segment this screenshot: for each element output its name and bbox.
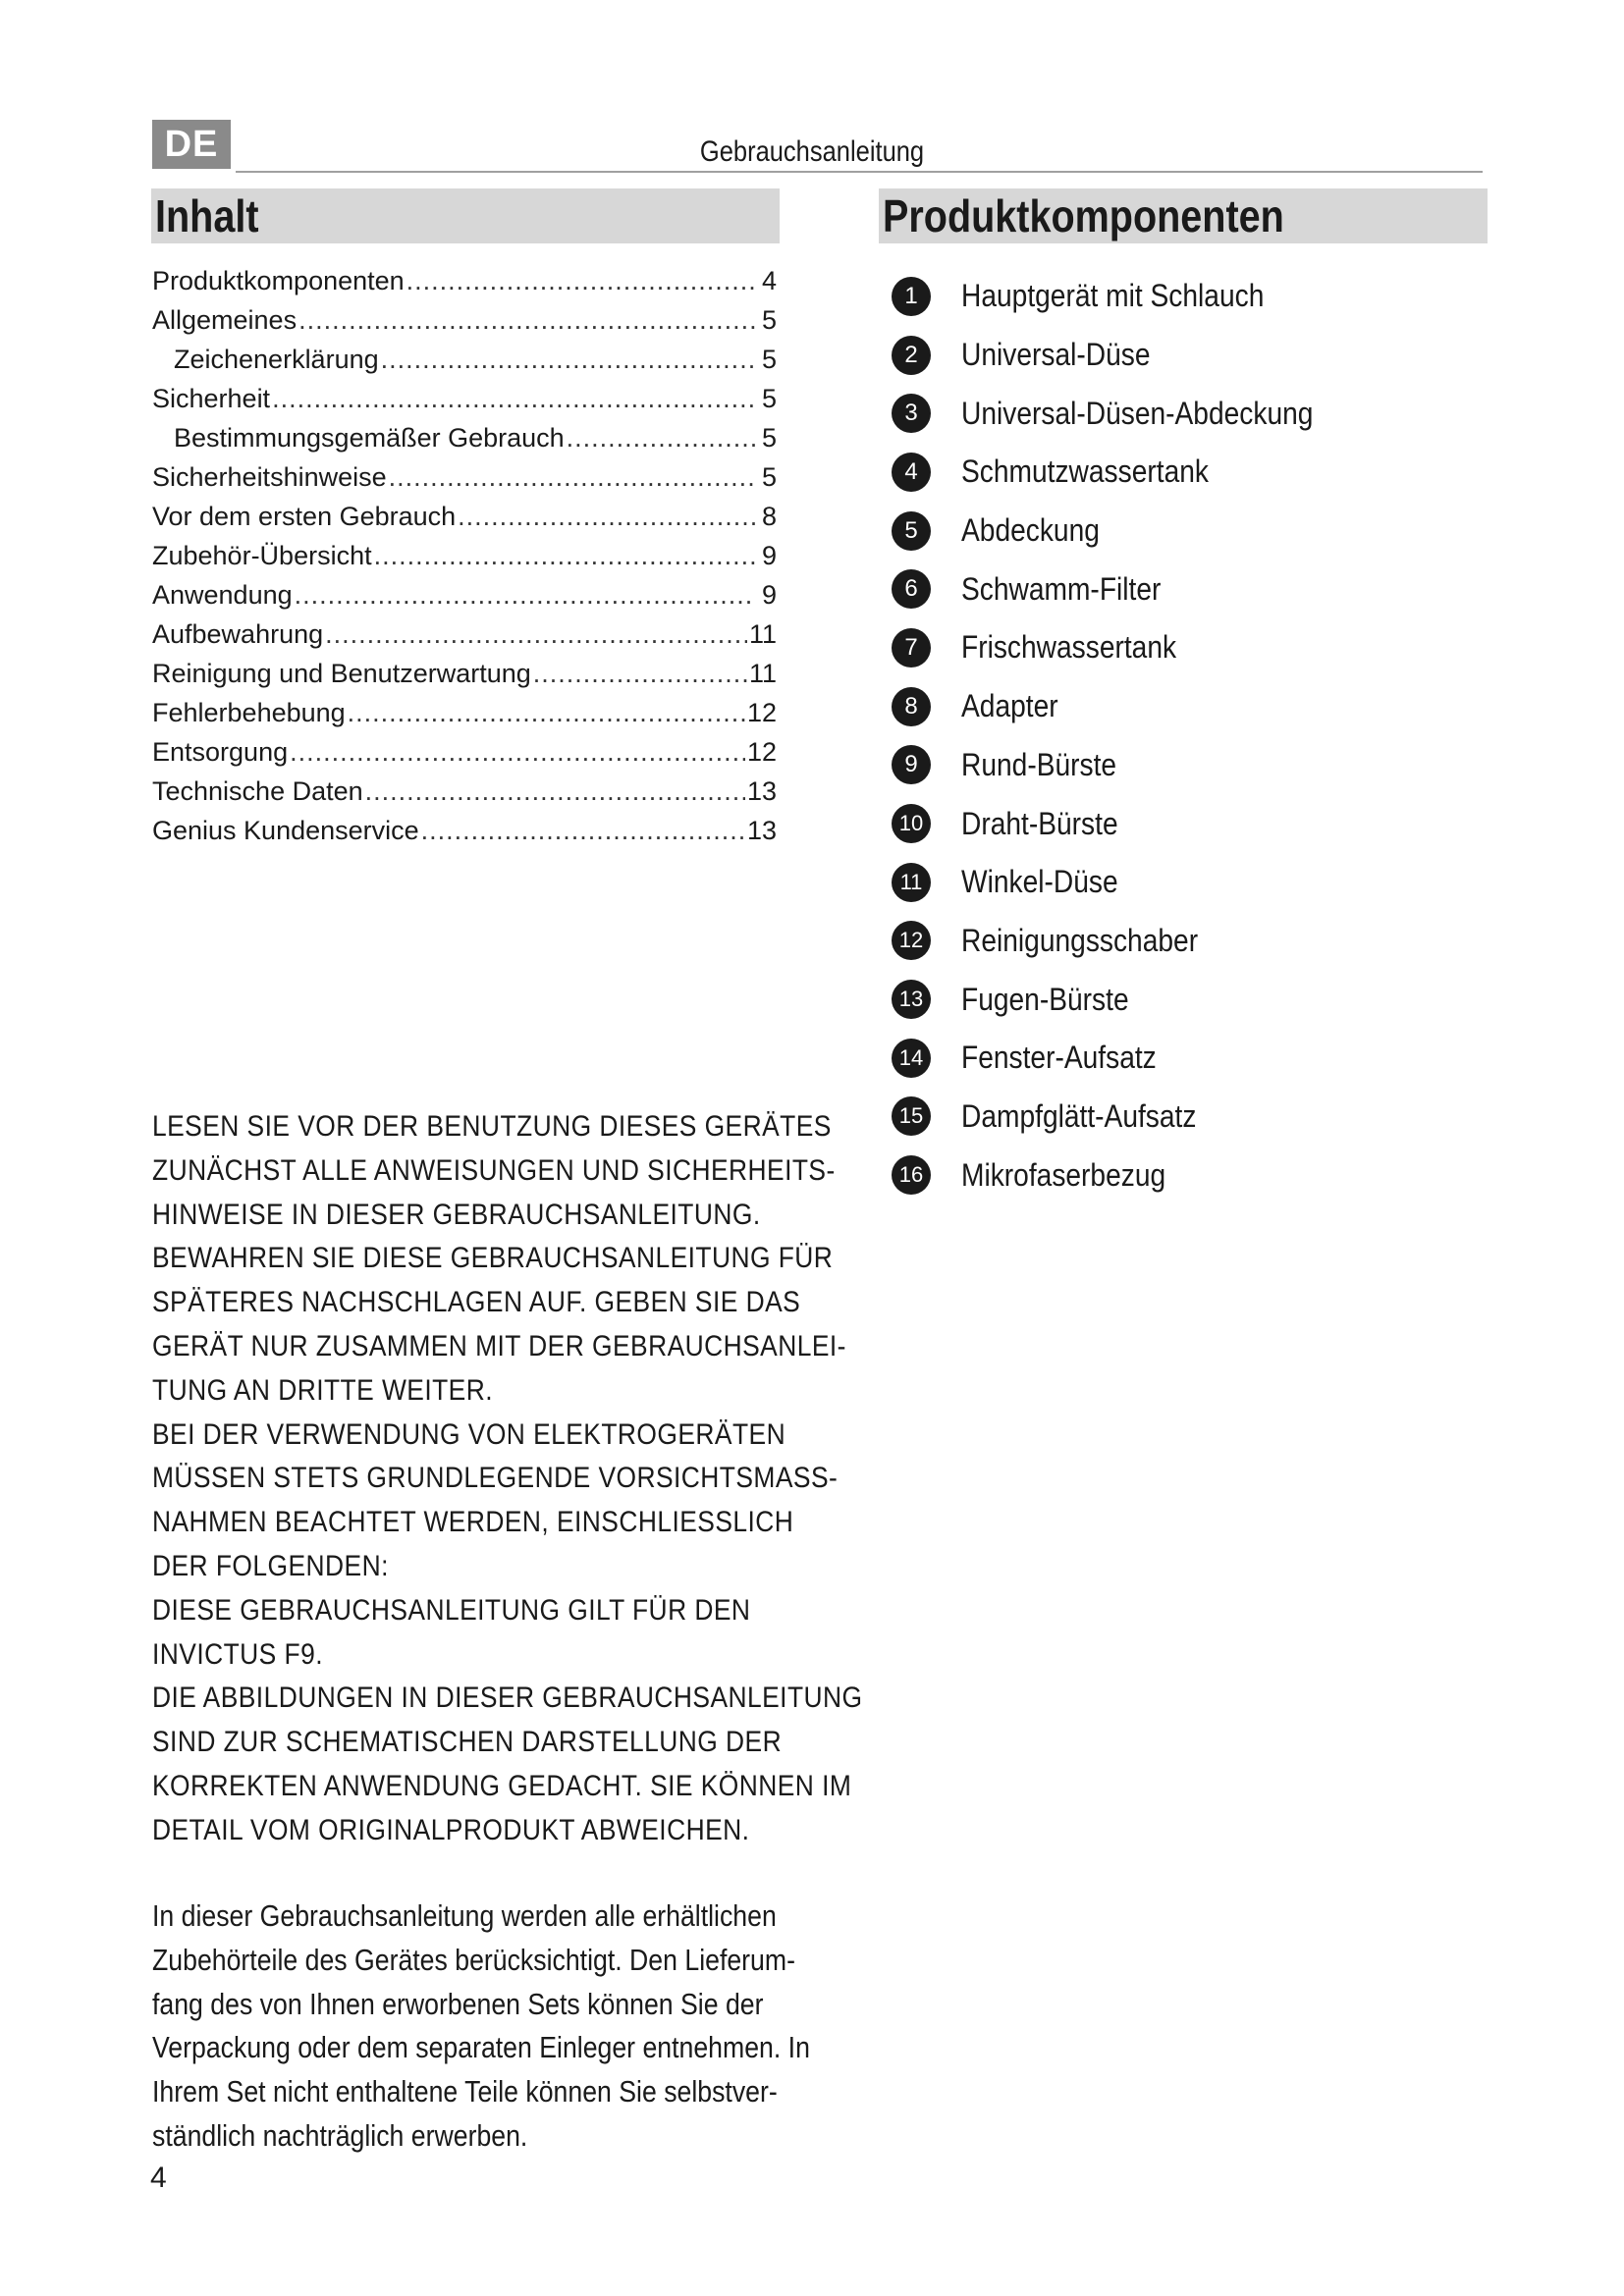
toc-entry-label: Zeichenerklärung (174, 345, 379, 374)
component-item (892, 1029, 1361, 1088)
component-item (892, 677, 1361, 736)
header-rule (236, 171, 1483, 173)
toc-entry[interactable] (152, 379, 777, 418)
warning-line: DIE ABBILDUNGEN IN DIESER GEBRAUCHSANLEITUNG (152, 1682, 863, 1715)
toc-entry-label: Allgemeines (152, 305, 298, 335)
warning-line: DER FOLGENDEN: (152, 1549, 389, 1582)
toc-entry-label: Entsorgung (152, 737, 289, 767)
toc-leader-dots (533, 654, 747, 693)
toc-entry-label: Produktkomponenten (152, 266, 405, 295)
toc-leader-dots (374, 536, 755, 575)
toc-entry[interactable] (152, 654, 777, 693)
number-badge: 7 (892, 628, 931, 667)
toc-leader-dots (348, 693, 745, 732)
component-item (892, 267, 1361, 326)
toc-entry[interactable] (152, 811, 777, 850)
component-item (892, 443, 1361, 502)
toc-entry[interactable] (152, 614, 777, 654)
number-badge: 13 (892, 980, 931, 1019)
component-item (892, 326, 1361, 385)
toc-entry-label: Reinigung und Benutzerwartung (152, 659, 531, 688)
intro-line: fang des von Ihnen erworbenen Sets können Sie der (152, 1986, 764, 2021)
toc-heading-bar (151, 188, 780, 243)
component-label: Schmutzwassertank (961, 454, 1209, 490)
warning-line: SIND ZUR SCHEMATISCHEN DARSTELLUNG DER (152, 1726, 783, 1759)
component-item (892, 560, 1361, 618)
number-badge: 3 (892, 394, 931, 433)
component-label: Fugen-Bürste (961, 981, 1129, 1017)
warning-line: KORREKTEN ANWENDUNG GEDACHT. SIE KÖNNEN IM (152, 1769, 852, 1802)
component-label: Dampfglätt-Aufsatz (961, 1097, 1197, 1134)
toc-leader-dots (458, 497, 755, 536)
toc-entry-page: 5 (761, 384, 777, 413)
component-item (892, 1146, 1361, 1204)
warning-line: MÜSSEN STETS GRUNDLEGENDE VORSICHTSMASS- (152, 1462, 839, 1495)
table-of-contents (152, 261, 777, 850)
toc-entry-label: Vor dem ersten Gebrauch (152, 502, 457, 531)
toc-entry-label: Zubehör-Übersicht (152, 541, 372, 570)
toc-entry-page: 12 (746, 737, 777, 767)
component-label: Universal-Düsen-Abdeckung (961, 395, 1314, 431)
toc-leader-dots (406, 261, 755, 300)
toc-leader-dots (298, 300, 755, 340)
toc-entry-label: Sicherheitshinweise (152, 462, 387, 492)
component-item (892, 618, 1361, 677)
component-label: Universal-Düse (961, 337, 1151, 373)
toc-leader-dots (365, 772, 745, 811)
toc-entry[interactable] (152, 772, 777, 811)
document-title: Gebrauchsanleitung (699, 135, 925, 168)
component-label: Draht-Bürste (961, 805, 1118, 841)
number-badge: 16 (892, 1155, 931, 1195)
warning-line: LESEN SIE VOR DER BENUTZUNG DIESES GERÄTES (152, 1110, 832, 1143)
toc-entry-page: 13 (746, 776, 777, 806)
warning-line: DETAIL VOM ORIGINALPRODUKT ABWEICHEN. (152, 1813, 750, 1846)
toc-entry[interactable] (152, 340, 777, 379)
intro-paragraph (152, 1895, 820, 2159)
component-item (892, 384, 1361, 443)
toc-entry-page: 8 (761, 502, 777, 531)
toc-leader-dots (389, 457, 755, 497)
warning-line: TUNG AN DRITTE WEITER. (152, 1373, 494, 1407)
number-badge: 9 (892, 745, 931, 784)
toc-entry[interactable] (152, 261, 777, 300)
intro-line: Zubehörteile des Gerätes berücksichtigt. Den Lieferum- (152, 1942, 795, 1977)
toc-entry-label: Bestimmungsgemäßer Gebrauch (174, 423, 565, 453)
toc-entry[interactable] (152, 575, 777, 614)
component-label: Hauptgerät mit Schlauch (961, 278, 1265, 314)
toc-leader-dots (290, 732, 745, 772)
toc-entry[interactable] (152, 457, 777, 497)
component-item (892, 1088, 1361, 1147)
component-list (892, 267, 1361, 1204)
number-badge: 1 (892, 277, 931, 316)
intro-line: Verpackung oder dem separaten Einleger entnehmen. In (152, 2030, 810, 2065)
toc-entry-label: Technische Daten (152, 776, 363, 806)
toc-entry[interactable] (152, 536, 777, 575)
number-badge: 12 (892, 921, 931, 960)
number-badge: 2 (892, 336, 931, 375)
warning-line: HINWEISE IN DIESER GEBRAUCHSANLEITUNG. (152, 1198, 761, 1231)
intro-line: In dieser Gebrauchsanleitung werden alle erhältlichen (152, 1898, 777, 1933)
toc-heading: Inhalt (155, 190, 259, 241)
component-item (892, 502, 1361, 561)
component-item (892, 912, 1361, 971)
toc-entry-page: 11 (748, 659, 777, 688)
component-label: Schwamm-Filter (961, 570, 1162, 607)
number-badge: 14 (892, 1039, 931, 1078)
toc-entry-label: Aufbewahrung (152, 619, 324, 649)
toc-entry-label: Sicherheit (152, 384, 271, 413)
toc-entry-page: 9 (761, 541, 777, 570)
toc-entry-page: 12 (746, 698, 777, 727)
warning-line: NAHMEN BEACHTET WERDEN, EINSCHLIESSLICH (152, 1506, 794, 1539)
number-badge: 15 (892, 1096, 931, 1136)
language-badge: DE (152, 120, 231, 169)
warning-line: BEWAHREN SIE DIESE GEBRAUCHSANLEITUNG FÜR (152, 1242, 834, 1275)
toc-entry-page: 5 (761, 305, 777, 335)
toc-entry-page: 5 (761, 423, 777, 453)
toc-entry-label: Fehlerbehebung (152, 698, 346, 727)
toc-entry[interactable] (152, 693, 777, 732)
toc-leader-dots (272, 379, 755, 418)
component-label: Abdeckung (961, 512, 1100, 549)
toc-leader-dots (421, 811, 745, 850)
toc-entry-page: 5 (761, 345, 777, 374)
toc-leader-dots (295, 575, 755, 614)
number-badge: 4 (892, 453, 931, 492)
intro-line: ständlich nachträglich erwerben. (152, 2117, 528, 2153)
component-label: Reinigungsschaber (961, 922, 1199, 958)
warning-line: DIESE GEBRAUCHSANLEITUNG GILT FÜR DEN (152, 1593, 751, 1627)
component-label: Mikrofaserbezug (961, 1156, 1166, 1193)
component-label: Fenster-Aufsatz (961, 1040, 1157, 1076)
component-item (892, 736, 1361, 795)
number-badge: 6 (892, 569, 931, 609)
number-badge: 11 (892, 863, 931, 902)
toc-entry-page: 4 (761, 266, 777, 295)
page-number: 4 (150, 2162, 167, 2194)
toc-leader-dots (325, 614, 747, 654)
toc-entry-page: 9 (761, 580, 777, 610)
warning-line: SPÄTERES NACHSCHLAGEN AUF. GEBEN SIE DAS (152, 1286, 801, 1319)
components-heading: Produktkomponenten (883, 190, 1284, 241)
component-item (892, 970, 1361, 1029)
toc-entry[interactable] (152, 497, 777, 536)
toc-entry-label: Anwendung (152, 580, 293, 610)
component-item (892, 853, 1361, 912)
component-label: Adapter (961, 688, 1058, 724)
toc-entry-label: Genius Kundenservice (152, 816, 419, 845)
component-label: Winkel-Düse (961, 864, 1118, 900)
toc-leader-dots (381, 340, 755, 379)
safety-warning (152, 1105, 863, 1853)
toc-entry[interactable] (152, 300, 777, 340)
number-badge: 8 (892, 687, 931, 726)
warning-line: INVICTUS F9. (152, 1637, 323, 1671)
warning-line: GERÄT NUR ZUSAMMEN MIT DER GEBRAUCHSANLEI- (152, 1329, 846, 1362)
warning-line: BEI DER VERWENDUNG VON ELEKTROGERÄTEN (152, 1417, 786, 1451)
component-label: Rund-Bürste (961, 746, 1117, 782)
toc-leader-dots (567, 418, 755, 457)
component-label: Frischwassertank (961, 629, 1177, 666)
toc-entry-page: 13 (746, 816, 777, 845)
intro-line: Ihrem Set nicht enthaltene Teile können Sie selbstver- (152, 2074, 778, 2109)
toc-entry[interactable] (152, 418, 777, 457)
components-heading-bar (879, 188, 1488, 243)
toc-entry[interactable] (152, 732, 777, 772)
toc-entry-page: 11 (748, 619, 777, 649)
number-badge: 10 (892, 804, 931, 843)
warning-line: ZUNÄCHST ALLE ANWEISUNGEN UND SICHERHEITS- (152, 1153, 836, 1187)
number-badge: 5 (892, 511, 931, 551)
toc-entry-page: 5 (761, 462, 777, 492)
component-item (892, 794, 1361, 853)
